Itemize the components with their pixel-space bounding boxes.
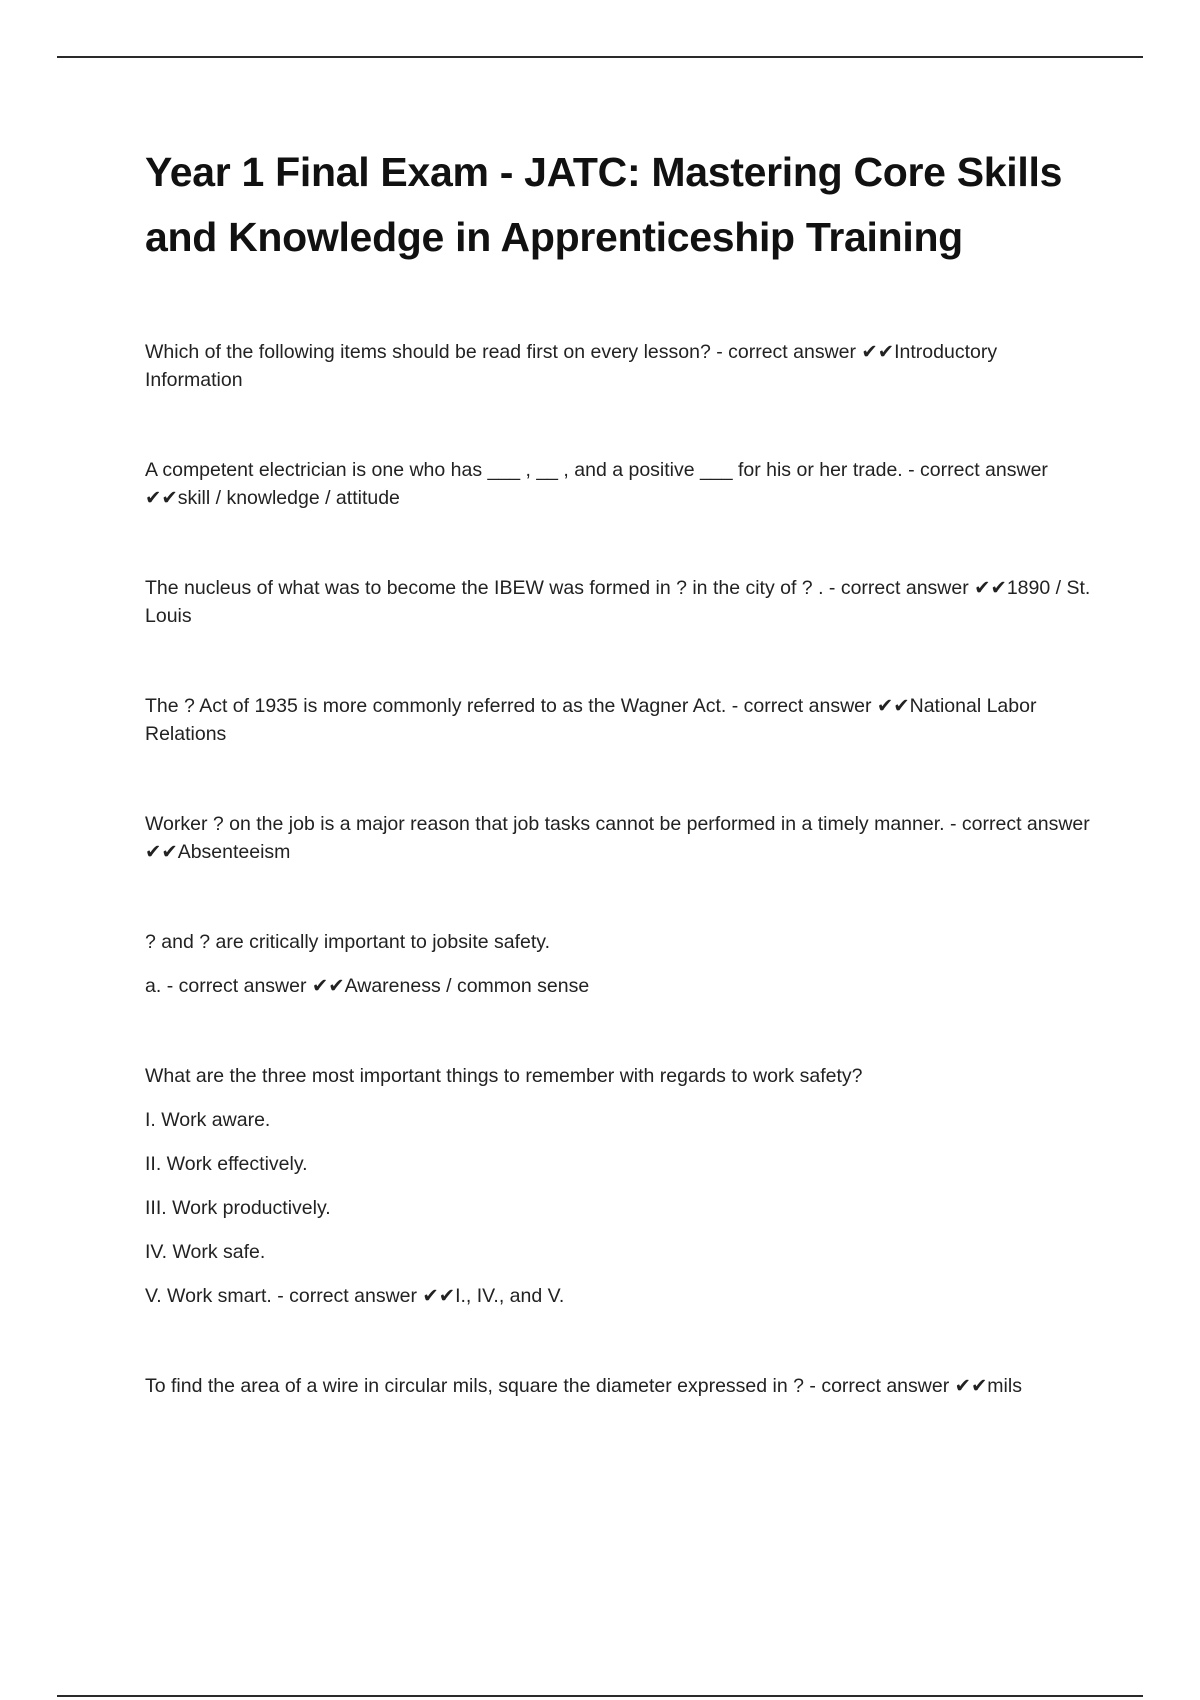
question-item bbox=[145, 456, 1091, 512]
question-item bbox=[145, 692, 1091, 748]
question-text: ? and ? are critically important to jobsite safety. bbox=[145, 931, 550, 953]
answer-line: a. - correct answer ✔✔Awareness / common sense bbox=[145, 975, 590, 997]
question-text: The nucleus of what was to become the IBEW was formed in ? in the city of ? . - correct answer ✔✔1890 / St. Louis bbox=[145, 577, 1091, 627]
question-list bbox=[145, 338, 1091, 1400]
question-item bbox=[145, 1062, 1091, 1310]
document-body bbox=[145, 140, 1091, 1462]
option-line: II. Work effectively. bbox=[145, 1153, 308, 1175]
question-text: The ? Act of 1935 is more commonly referred to as the Wagner Act. - correct answer ✔✔National Labor Relations bbox=[145, 695, 1037, 745]
question-item bbox=[145, 574, 1091, 630]
top-rule bbox=[57, 56, 1143, 58]
option-line: III. Work productively. bbox=[145, 1197, 331, 1219]
page-title: Year 1 Final Exam - JATC: Mastering Core Skills and Knowledge in Apprenticeship Training bbox=[145, 149, 1063, 260]
question-text: Which of the following items should be read first on every lesson? - correct answer ✔✔Introductory Information bbox=[145, 341, 998, 391]
question-text: A competent electrician is one who has ___ , __ , and a positive ___ for his or her trade. - correct answer ✔✔skill / knowledge / attitude bbox=[145, 459, 1048, 509]
question-item bbox=[145, 338, 1091, 394]
bottom-rule bbox=[57, 1695, 1143, 1697]
question-item bbox=[145, 810, 1091, 866]
question-item bbox=[145, 1372, 1091, 1400]
question-text: What are the three most important things to remember with regards to work safety? bbox=[145, 1065, 863, 1087]
option-line: IV. Work safe. bbox=[145, 1241, 266, 1263]
question-text: To find the area of a wire in circular mils, square the diameter expressed in ? - correct answer ✔✔mils bbox=[145, 1375, 1022, 1397]
option-line: I. Work aware. bbox=[145, 1109, 271, 1131]
answer-line: V. Work smart. - correct answer ✔✔I., IV., and V. bbox=[145, 1285, 565, 1307]
question-item bbox=[145, 928, 1091, 1000]
question-text: Worker ? on the job is a major reason that job tasks cannot be performed in a timely manner. - correct answer ✔✔Absenteeism bbox=[145, 813, 1090, 863]
